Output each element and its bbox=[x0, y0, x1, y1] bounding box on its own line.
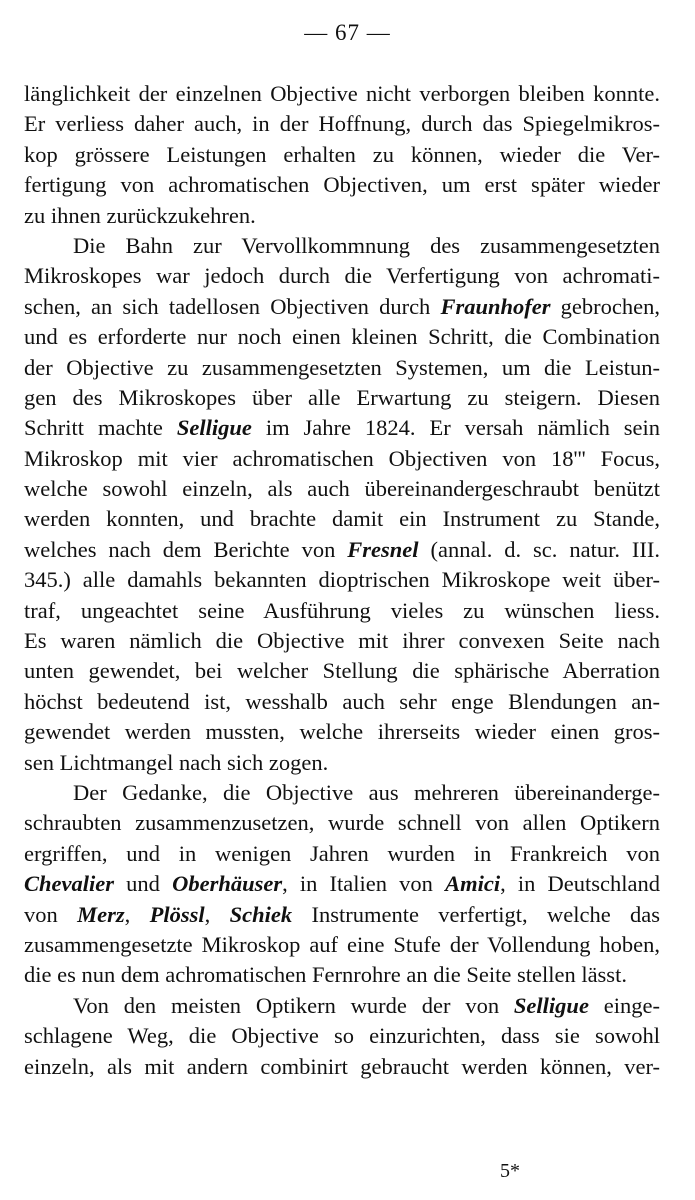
page-header: — 67 — bbox=[304, 20, 391, 45]
text-segment: sen Lichtmangel nach sich zogen. bbox=[24, 749, 329, 775]
text-segment: zusammengesetzte Mikroskop auf eine Stufe der Vollendung hoben, bbox=[24, 931, 660, 957]
text-segment: Mikroskopes war jedoch durch die Verfertigung von achromati- bbox=[24, 263, 660, 289]
text-segment: , bbox=[204, 901, 230, 927]
text-segment: von bbox=[24, 901, 78, 927]
text-line bbox=[24, 991, 660, 1021]
text-segment: ergriffen, und in wenigen Jahren wurden in Frankreich von bbox=[24, 840, 660, 866]
text-line bbox=[24, 201, 660, 231]
text-segment: unten gewendet, bei welcher Stellung die sphärische Aberration bbox=[24, 658, 660, 684]
text-segment: im Jahre 1824. Er versah nämlich sein bbox=[251, 415, 661, 441]
text-line bbox=[24, 444, 660, 474]
text-line bbox=[24, 626, 660, 656]
text-segment: kop grössere Leistungen erhalten zu können, wieder die Ver- bbox=[24, 141, 660, 167]
text-segment: schen, an sich tadellosen Objectiven durch bbox=[24, 293, 441, 319]
text-segment: Von den meisten Optikern wurde der von bbox=[73, 992, 514, 1018]
text-line bbox=[24, 535, 660, 565]
text-line bbox=[24, 140, 660, 170]
text-segment: Schritt machte bbox=[24, 415, 177, 441]
text-line bbox=[24, 292, 660, 322]
text-line bbox=[24, 717, 660, 747]
text-line bbox=[24, 930, 660, 960]
text-segment: welches nach dem Berichte von bbox=[24, 536, 348, 562]
text-segment: Die Bahn zur Vervollkommnung des zusammengesetzten bbox=[73, 232, 660, 258]
text-segment: traf, ungeachtet seine Ausführung vieles zu wünschen liess. bbox=[24, 597, 660, 623]
text-segment: einzeln, als mit andern combinirt gebraucht werden können, ver- bbox=[24, 1053, 660, 1079]
text-line bbox=[24, 322, 660, 352]
text-line bbox=[24, 839, 660, 869]
text-segment: fertigung von achromatischen Objectiven, um erst später wieder bbox=[24, 172, 660, 198]
name-emphasis: Selligue bbox=[513, 992, 589, 1018]
signature-mark: 5* bbox=[500, 1160, 520, 1182]
text-line bbox=[24, 596, 660, 626]
name-emphasis: Schiek bbox=[229, 901, 293, 927]
text-line bbox=[24, 79, 660, 109]
text-line bbox=[24, 413, 660, 443]
text-segment: schlagene Weg, die Objective so einzurichten, dass sie sowohl bbox=[24, 1023, 660, 1049]
text-line bbox=[24, 748, 660, 778]
name-emphasis: Oberhäuser bbox=[172, 871, 283, 897]
text-segment: zu ihnen zurückzukehren. bbox=[24, 202, 256, 228]
text-segment: welche sowohl einzeln, als auch übereinandergeschraubt benützt bbox=[24, 476, 660, 502]
text-line bbox=[24, 353, 660, 383]
text-line bbox=[24, 808, 660, 838]
text-line bbox=[24, 170, 660, 200]
text-segment: Es waren nämlich die Objective mit ihrer convexen Seite nach bbox=[24, 628, 660, 654]
text-segment: 345.) alle damahls bekannten dioptrischen Mikroskope weit über- bbox=[24, 567, 660, 593]
name-emphasis: Selligue bbox=[176, 415, 252, 441]
name-emphasis: Chevalier bbox=[24, 871, 114, 897]
text-line bbox=[24, 474, 660, 504]
text-segment: , in Italien von bbox=[282, 871, 446, 897]
text-segment: einge- bbox=[588, 992, 660, 1018]
name-emphasis: Amici bbox=[445, 871, 501, 897]
page-text bbox=[24, 79, 660, 1082]
text-line bbox=[24, 960, 660, 990]
name-emphasis: Merz bbox=[77, 901, 125, 927]
text-segment: länglichkeit der einzelnen Objective nicht verborgen bleiben konnte. bbox=[24, 81, 660, 106]
text-segment: die es nun dem achromatischen Fernrohre an die Seite stellen lässt. bbox=[24, 962, 627, 988]
text-segment: der Objective zu zusammengesetzten Systemen, um die Leistun- bbox=[24, 354, 660, 380]
text-segment: (annal. d. sc. natur. III. bbox=[418, 536, 660, 562]
text-segment: gebrochen, bbox=[550, 293, 661, 319]
name-emphasis: Plössl bbox=[149, 901, 205, 927]
text-segment: und bbox=[114, 871, 173, 897]
text-line bbox=[24, 504, 660, 534]
text-line bbox=[24, 869, 660, 899]
text-segment: Er verliess daher auch, in der Hoffnung, durch das Spiegelmikros- bbox=[24, 111, 660, 137]
text-segment: schraubten zusammenzusetzen, wurde schnell von allen Optikern bbox=[24, 810, 660, 836]
text-segment: , bbox=[124, 901, 150, 927]
text-segment: , in Deutschland bbox=[500, 871, 661, 897]
text-line bbox=[24, 231, 660, 261]
text-line bbox=[24, 1052, 660, 1082]
text-line bbox=[24, 261, 660, 291]
name-emphasis: Fraunhofer bbox=[440, 293, 551, 319]
text-line bbox=[24, 778, 660, 808]
text-segment: gewendet werden mussten, welche ihrerseits wieder einen gros- bbox=[24, 719, 660, 745]
text-line bbox=[24, 1021, 660, 1051]
text-line bbox=[24, 656, 660, 686]
text-line bbox=[24, 383, 660, 413]
text-segment: Mikroskop mit vier achromatischen Objectiven von 18''' Focus, bbox=[24, 445, 660, 471]
text-segment: Der Gedanke, die Objective aus mehreren übereinanderge- bbox=[73, 779, 660, 805]
text-segment: werden konnten, und brachte damit ein Instrument zu Stande, bbox=[24, 506, 660, 532]
text-segment: gen des Mikroskopes über alle Erwartung zu steigern. Diesen bbox=[24, 384, 660, 410]
name-emphasis: Fresnel bbox=[347, 536, 419, 562]
text-line bbox=[24, 565, 660, 595]
text-segment: und es erforderte nur noch einen kleinen Schritt, die Combination bbox=[24, 324, 660, 350]
text-line bbox=[24, 687, 660, 717]
text-segment: Instrumente verfertigt, welche das bbox=[292, 901, 661, 927]
text-segment: höchst bedeutend ist, wesshalb auch sehr enge Blendungen an- bbox=[24, 688, 660, 714]
text-line bbox=[24, 109, 660, 139]
text-line bbox=[24, 900, 660, 930]
